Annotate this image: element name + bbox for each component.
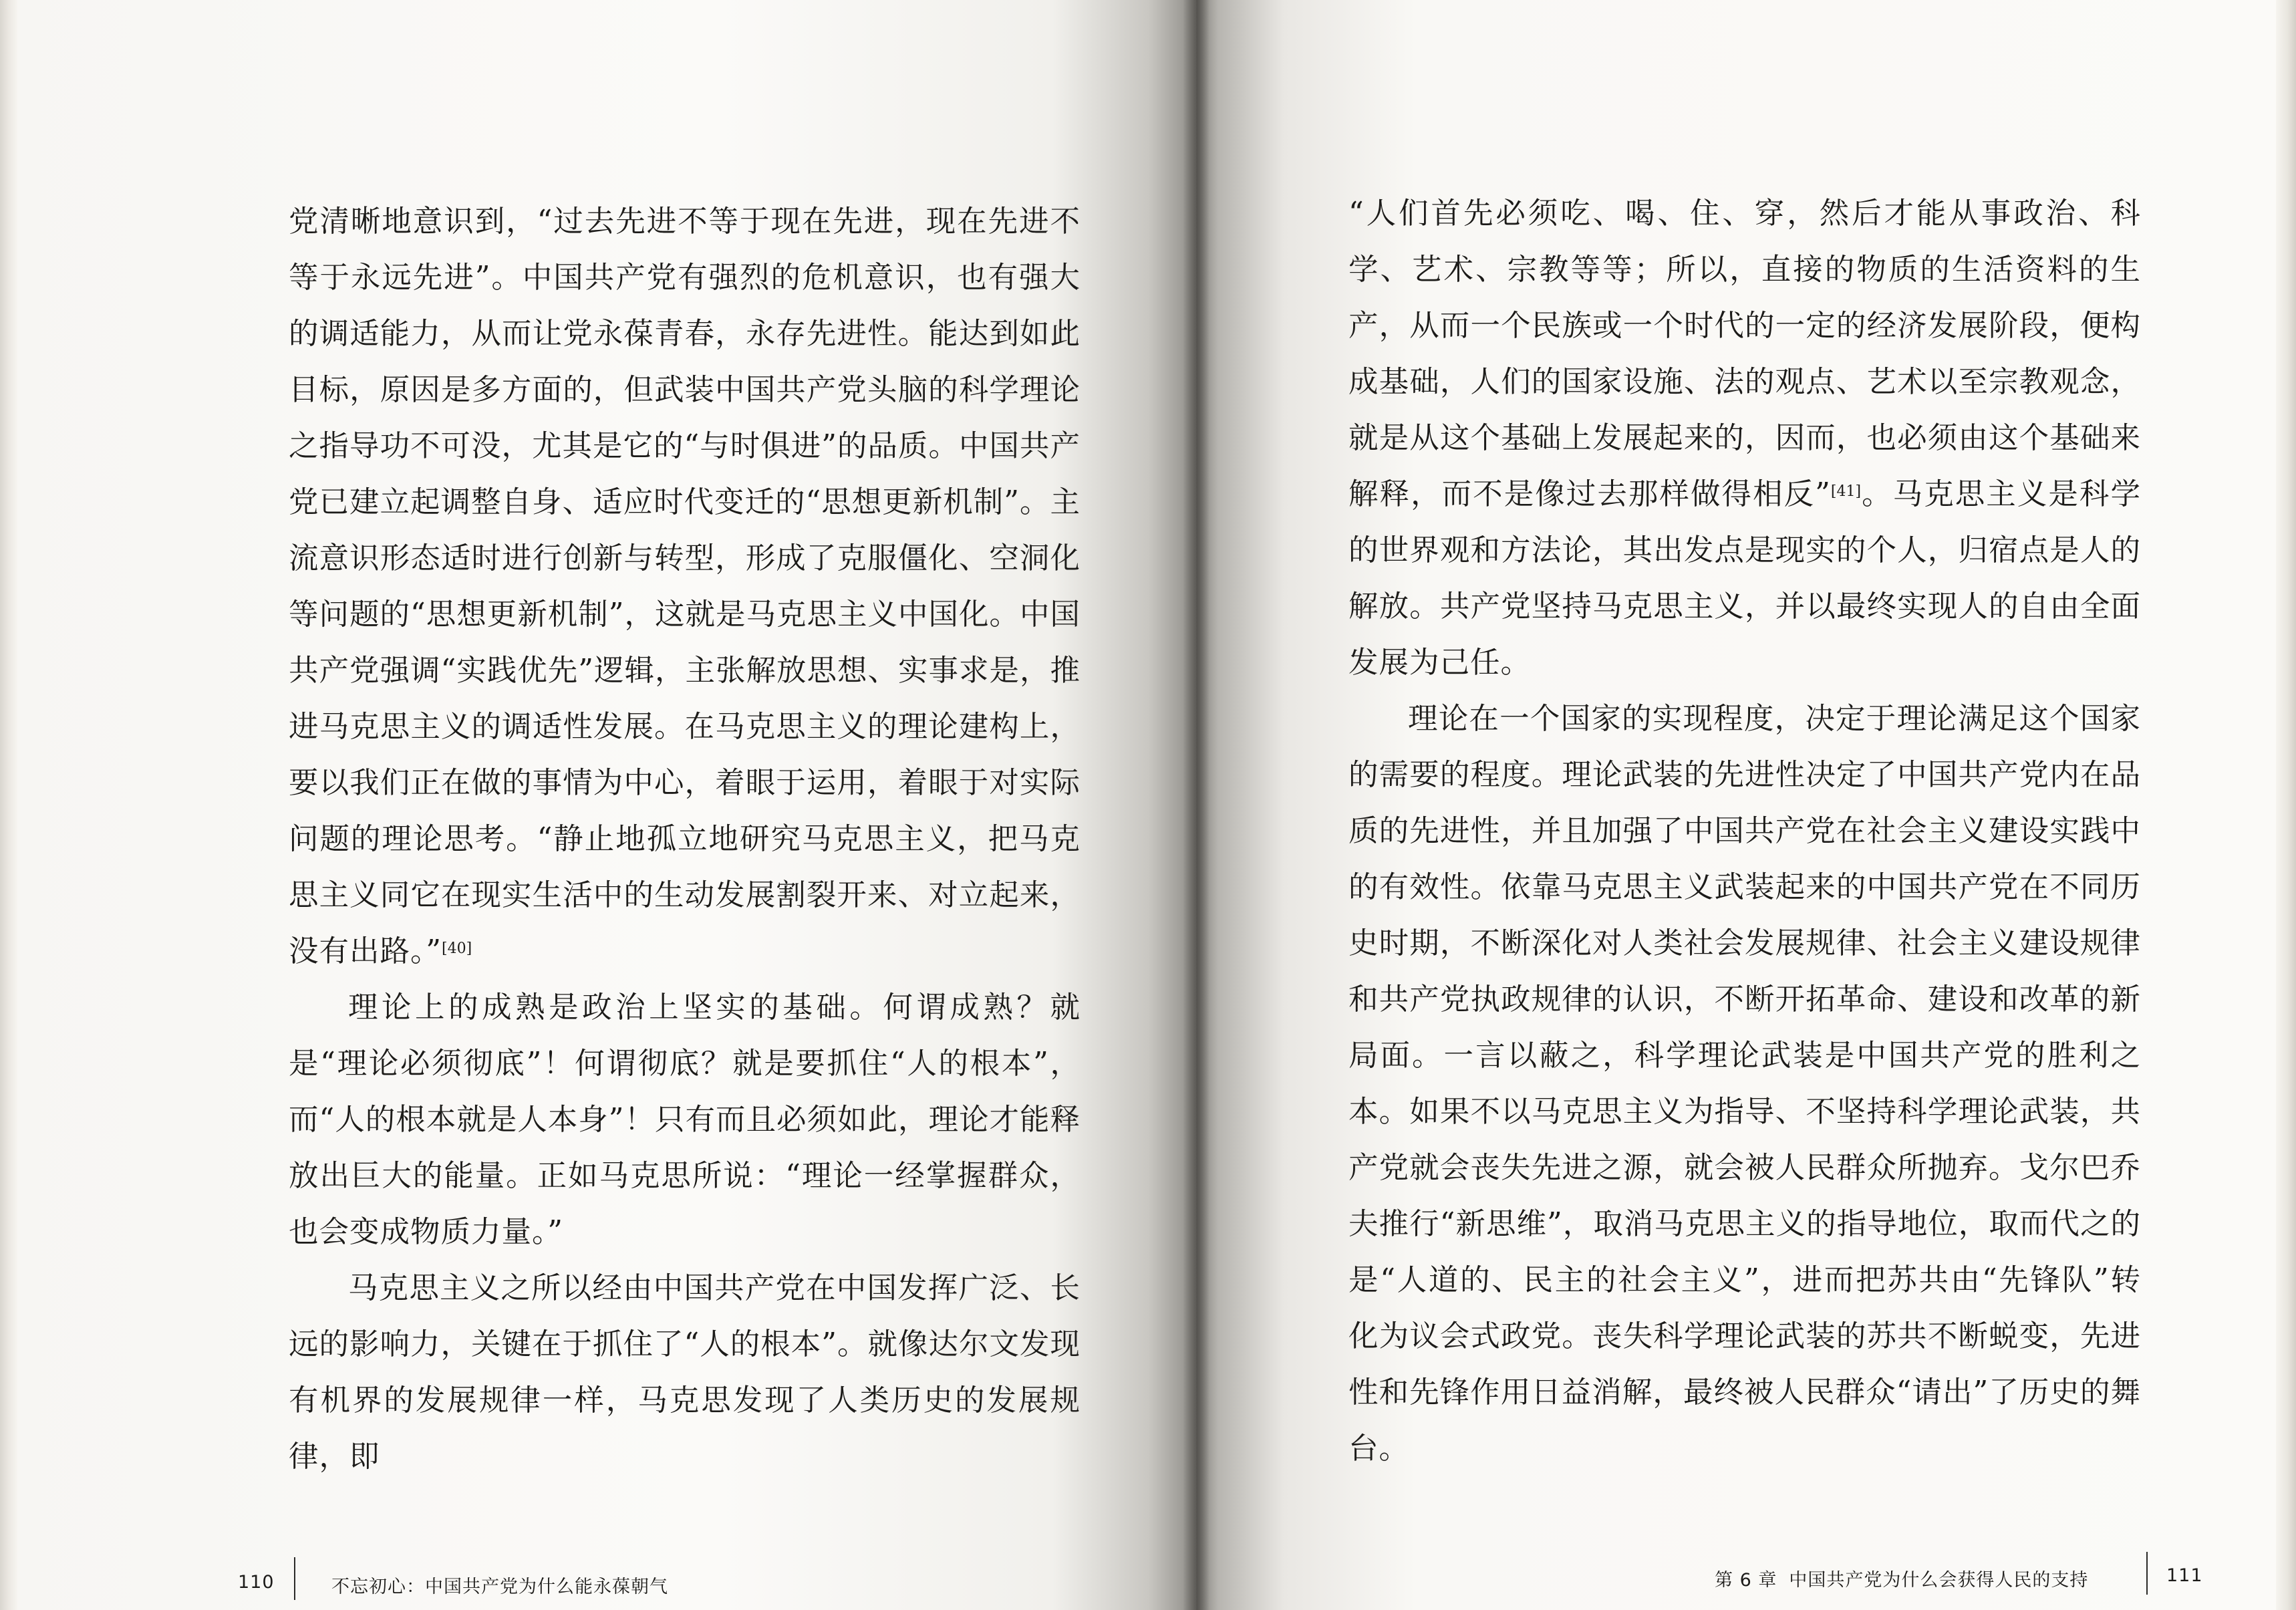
right-page-number: 111 (2166, 1565, 2203, 1586)
left-running-title: 不忘初心：中国共产党为什么能永葆朝气 (331, 1577, 668, 1597)
paragraph-text: 党清晰地意识到，“过去先进不等于现在先进，现在先进不等于永远先进”。中国共产党有强烈的危机意识，也有强大的调适能力，从而让党永葆青春，永存先进性。能达到如此目标，原因是多方面的，但武装中国共产党头脑的科学理论之指导功不可没，尤其是它的“与时俱进”的品质。中国共产党已建立起调整自身、适应时代变迁的“思想更新机制”。主流意识形态适时进行创新与转型，形成了克服僵化、空洞化等问题的“思想更新机制”，这就是马克思主义中国化。中国共产党强调“实践优先”逻辑，主张解放思想、实事求是，推进马克思主义的调适性发展。在马克思主义的理论建构上，要以我们正在做的事情为中心，着眼于运用，着眼于对实际问题的理论思考。“静止地孤立地研究马克思主义，把马克思主义同它在现实生活中的生动发展割裂开来、对立起来，没有出路。” (289, 205, 1081, 968)
chapter-label: 第 6 章 (1715, 1570, 1777, 1591)
paragraph-text: 理论在一个国家的实现程度，决定于理论满足这个国家的需要的程度。理论武装的先进性决定了中国共产党内在品质的先进性，并且加强了中国共产党在社会主义建设实践中的有效性。依靠马克思主义武装起来的中国共产党在不同历史时期，不断深化对人类社会发展规律、社会主义建设规律和共产党执政规律的认识，不断开拓革命、建设和改革的新局面。一言以蔽之，科学理论武装是中国共产党的胜利之本。如果不以马克思主义为指导、不坚持科学理论武装，共产党就会丧失先进之源，就会被人民群众所抛弃。戈尔巴乔夫推行“新思维”，取消马克思主义的指导地位，取而代之的是“人道的、民主的社会主义”，进而把苏共由“先锋队”转化为议会式政党。丧失科学理论武装的苏共不断蜕变，先进性和先锋作用日益消解，最终被人民群众“请出”了历史的舞台。 (1348, 702, 2141, 1466)
left-paragraph-3 (289, 1260, 1081, 1485)
right-footer-rule (2146, 1552, 2148, 1595)
left-paragraph-2 (289, 980, 1081, 1260)
right-paragraph-2 (1348, 691, 2141, 1477)
right-page (1196, 0, 2296, 1610)
page-stack-edge-right (2276, 0, 2296, 1610)
right-body-text (1348, 186, 2141, 1477)
page-stack-edge-left (0, 0, 17, 1610)
left-page-number: 110 (238, 1572, 275, 1593)
chapter-title: 中国共产党为什么会获得人民的支持 (1789, 1570, 2089, 1591)
paragraph-text: 理论上的成熟是政治上坚实的基础。何谓成熟？就是“理论必须彻底”！何谓彻底？就是要抓住“人的根本”，而“人的根本就是人本身”！只有而且必须如此，理论才能释放出巨大的能量。正如马克思所说：“理论一经掌握群众，也会变成物质力量。” (289, 990, 1081, 1249)
paragraph-text: “人们首先必须吃、喝、住、穿，然后才能从事政治、科学、艺术、宗教等等；所以，直接的物质的生活资料的生产，从而一个民族或一个时代的一定的经济发展阶段，便构成基础，人们的国家设施、法的观点、艺术以至宗教观念，就是从这个基础上发展起来的，因而，也必须由这个基础来解释，而不是像过去那样做得相反” (1348, 196, 2141, 511)
footnote-marker: [40] (442, 940, 472, 957)
paragraph-text-continued: 。马克思主义是科学的世界观和方法论，其出发点是现实的个人，归宿点是人的解放。共产党坚持马克思主义，并以最终实现人的自由全面发展为己任。 (1348, 477, 2141, 680)
footnote-marker: [41] (1830, 483, 1862, 500)
left-body-text (289, 194, 1081, 1485)
right-running-title (1715, 1565, 2088, 1591)
paragraph-text: 马克思主义之所以经由中国共产党在中国发挥广泛、长远的影响力，关键在于抓住了“人的根本”。就像达尔文发现有机界的发展规律一样，马克思发现了人类历史的发展规律，即 (289, 1271, 1081, 1474)
book-spine-shadow (1183, 0, 1209, 1610)
right-paragraph-1 (1348, 186, 2141, 691)
left-footer-rule (294, 1557, 295, 1600)
left-paragraph-1 (289, 194, 1081, 980)
